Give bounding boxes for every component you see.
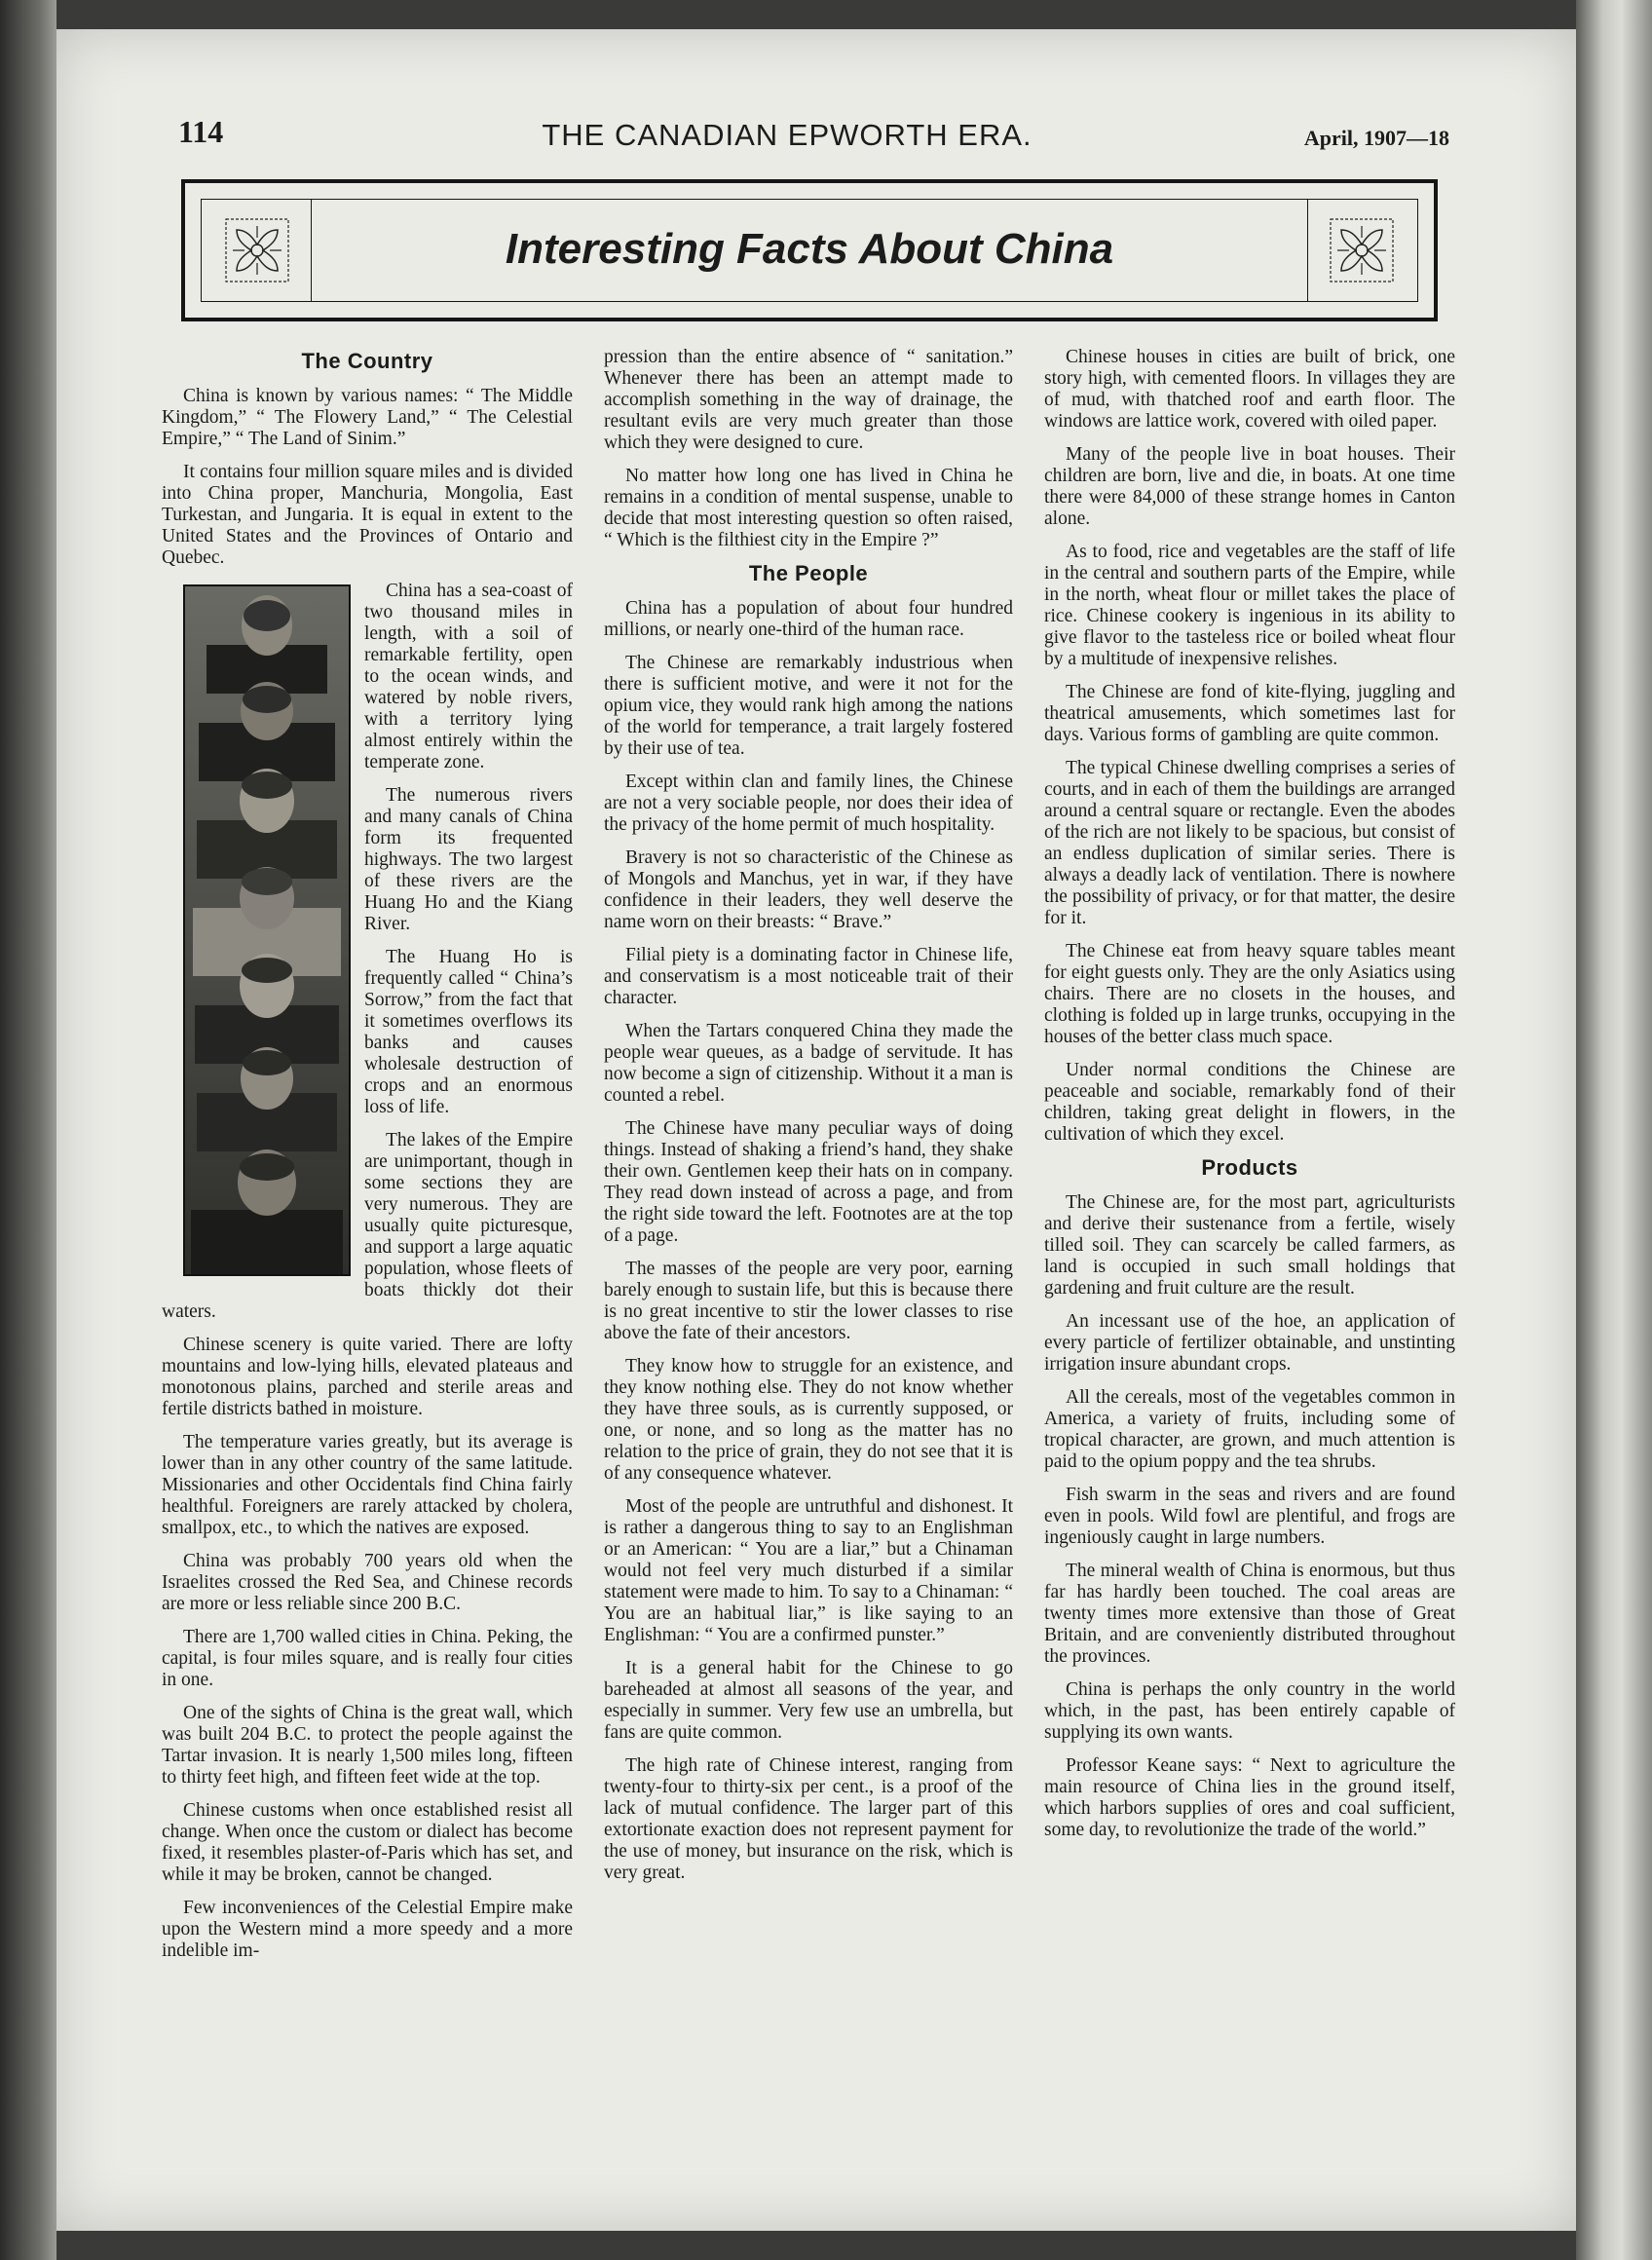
paragraph: The high rate of Chinese interest, ranging from twenty-four to thirty-six per cent., is a proof of the lack of mutual confidence. The larger part of this extortionate exaction does not represent payment for the use of money, but insurance on the risk, which is very great. [604, 1755, 1013, 1883]
paragraph: There are 1,700 walled cities in China. Peking, the capital, is four miles square, and is really four cities in one. [162, 1627, 573, 1690]
paragraph: When the Tartars conquered China they made the people wear queues, as a badge of servitude. It has now become a sign of citizenship. Without it a man is counted a rebel. [604, 1021, 1013, 1106]
paragraph: The masses of the people are very poor, earning barely enough to sustain life, but this is because there is no great incentive to stir the lower classes to rise above the fate of their ancestors. [604, 1259, 1013, 1343]
column-3 [1044, 347, 1455, 1853]
paragraph: Filial piety is a dominating factor in Chinese life, and conservatism is a most noticeable trait of their character. [604, 945, 1013, 1008]
title-banner-inner-frame [201, 199, 1418, 302]
portrait-image [185, 586, 349, 1274]
paragraph: China has a sea-coast of two thousand miles in length, with a soil of remarkable fertility, open to the ocean winds, and watered by noble rivers, with a territory lying almost entirely within the temperate zone. [364, 581, 573, 772]
paragraph: The lakes of the Empire are unimportant, though in some sections they are very numerous. They are usually quite picturesque, and support a large aquatic population, whose fleets of boats thickly dot their waters. [162, 1130, 573, 1322]
paragraph-continued: pression than the entire absence of “ sanitation.” Whenever there has been an attempt made to accomplish something in the way of drainage, the resultant evils are very much greater than those which they were designed to cure. [604, 347, 1013, 453]
paragraph: It is a general habit for the Chinese to go bareheaded at almost all seasons of the year, and especially in summer. Very few use an umbrella, but fans are quite common. [604, 1658, 1013, 1743]
title-banner [181, 179, 1438, 321]
paragraph: The Chinese are, for the most part, agriculturists and derive their sustenance from a fertile, wisely tilled soil. They can scarcely be called farmers, as land is occupied in such small holdings that gardening and fruit culture are the result. [1044, 1192, 1455, 1299]
paragraph: China was probably 700 years old when the Israelites crossed the Red Sea, and Chinese records are more or less reliable since 200 B.C. [162, 1551, 573, 1614]
column-2 [604, 347, 1013, 1896]
paragraph: Chinese customs when once established resist all change. When once the custom or dialect has become fixed, it resembles plaster-of-Paris which has set, and while it may be broken, cannot be changed. [162, 1800, 573, 1885]
paragraph: Except within clan and family lines, the Chinese are not a very sociable people, nor does their idea of the privacy of the home permit of much hospitality. [604, 772, 1013, 835]
page-number: 114 [178, 114, 224, 149]
paragraph: Many of the people live in boat houses. Their children are born, live and die, in boats. At one time there were 84,000 of these strange homes in Canton alone. [1044, 444, 1455, 529]
paragraph: Professor Keane says: “ Next to agriculture the main resource of China lies in the ground itself, which harbors supplies of ores and coal sufficient, some day, to revolutionize the trade of the world.” [1044, 1755, 1455, 1840]
section-heading-products: Products [1201, 1155, 1298, 1180]
paragraph: The Huang Ho is frequently called “ China’s Sorrow,” from the fact that it sometimes overflows its banks and causes wholesale destruction of crops and an enormous loss of life. [364, 947, 573, 1117]
paragraph: Fish swarm in the seas and rivers and are found even in pools. Wild fowl are plentiful, and frogs are ingeniously caught in large numbers. [1044, 1485, 1455, 1548]
section-heading-country: The Country [301, 349, 433, 373]
paragraph: China has a population of about four hundred millions, or nearly one-third of the human race. [604, 598, 1013, 640]
paragraph: No matter how long one has lived in China he remains in a condition of mental suspense, unable to decide that most interesting question so often raised, “ Which is the filthiest city in the Empire ?” [604, 466, 1013, 550]
paragraph: China is known by various names: “ The Middle Kingdom,” “ The Flowery Land,” “ The Celestial Empire,” “ The Land of Sinim.” [162, 386, 573, 449]
paragraph: Chinese scenery is quite varied. There are lofty mountains and low-lying hills, elevated plateaus and monotonous plains, parched and sterile areas and fertile districts bathed in moisture. [162, 1335, 573, 1419]
issue-date: April, 1907—18 [1303, 126, 1449, 150]
paragraph: The typical Chinese dwelling comprises a series of courts, and in each of them the buildings are arranged around a central square or rectangle. Even the abodes of the rich are not likely to be spacious, but consist of an endless duplication of similar series. There is always a deadly lack of ventilation. There is nowhere the possibility of privacy, or for that matter, the desire for it. [1044, 758, 1455, 928]
paragraph: Under normal conditions the Chinese are peaceable and sociable, remarkably fond of their children, taking great delight in flowers, in the cultivation of which they excel. [1044, 1060, 1455, 1145]
paragraph: It contains four million square miles and is divided into China proper, Manchuria, Mongolia, East Turkestan, and Jungaria. It is equal in extent to the United States and the Provinces of Ontario and Quebec. [162, 462, 573, 568]
paragraph: Few inconveniences of the Celestial Empire make upon the Western mind a more speedy and a more indelible im- [162, 1898, 573, 1961]
paragraph: Chinese houses in cities are built of brick, one story high, with cemented floors. In villages they are of mud, with thatched roof and earth floor. The windows are lattice work, covered with oiled paper. [1044, 347, 1455, 432]
running-header [125, 112, 1449, 161]
group-portrait-photo [183, 584, 351, 1276]
section-heading-people: The People [748, 561, 869, 585]
paragraph: The Chinese are remarkably industrious when there is sufficient motive, and were it not for the opium vice, they would rank high among the nations of the world for temperance, a trait largely fostered by their use of tea. [604, 653, 1013, 759]
paragraph: One of the sights of China is the great wall, which was built 204 B.C. to protect the people against the Tartar invasion. It is nearly 1,500 miles long, fifteen to thirty feet high, and fifteen feet wide at the top. [162, 1703, 573, 1788]
paragraph: As to food, rice and vegetables are the staff of life in the central and southern parts of the Empire, while in the north, wheat flour or millet takes the place of rice. Chinese cookery is ingenious in its ability to give flavor to the tasteless rice or boiled wheat flour by a multitude of inexpensive relishes. [1044, 542, 1455, 669]
paragraph: Most of the people are untruthful and dishonest. It is rather a dangerous thing to say to an Englishman or an American: “ You are a liar,” but a Chinaman would not feel very much disturbed if a similar statement were made to him. To say to a Chinaman: “ You are an habitual liar,” is like saying to an Englishman: “ You are a confirmed punster.” [604, 1496, 1013, 1645]
journal-title: THE CANADIAN EPWORTH ERA. [542, 118, 1032, 152]
paragraph: The temperature varies greatly, but its average is lower than in any other country of the same latitude. Missionaries and other Occidentals find China fairly healthful. Foreigners are rarely attacked by cholera, smallpox, etc., to which the natives are exposed. [162, 1432, 573, 1538]
paragraph: China is perhaps the only country in the world which, in the past, has been entirely capable of supplying its own wants. [1044, 1679, 1455, 1743]
paragraph: The mineral wealth of China is enormous, but thus far has hardly been touched. The coal areas are twenty times more extensive than those of Great Britain, and are conveniently distributed throughout the provinces. [1044, 1561, 1455, 1667]
book-gutter-left [0, 0, 56, 2260]
paragraph: Bravery is not so characteristic of the Chinese as of Mongols and Manchus, yet in war, if they have confidence in their leaders, they well deserve the name worn on their breasts: “ Brave.” [604, 848, 1013, 932]
paragraph: The Chinese are fond of kite-flying, juggling and theatrical amusements, which sometimes last for days. Various forms of gambling are quite common. [1044, 682, 1455, 745]
paragraph: All the cereals, most of the vegetables common in America, a variety of fruits, including some of tropical character, are grown, and much attention is paid to the opium poppy and the tea shrubs. [1044, 1387, 1455, 1472]
paragraph: The Chinese have many peculiar ways of doing things. Instead of shaking a friend’s hand, they shake their own. Gentlemen keep their hats on in company. They read down instead of across a page, and from the right side toward the left. Footnotes are at the top of a page. [604, 1118, 1013, 1246]
column-1 [162, 347, 573, 1974]
paragraph: They know how to struggle for an existence, and they know nothing else. They do not know whether they have three souls, as is currently supposed, or one, or none, and so long as the matter has no relation to the price of grain, they do not see that it is of any consequence whatever. [604, 1356, 1013, 1484]
article-title: Interesting Facts About China [505, 225, 1114, 273]
paragraph: The Chinese eat from heavy square tables meant for eight guests only. They are the only Asiatics using chairs. There are no closets in the houses, and clothing is folded up in large trunks, occupying in the houses of the better class much space. [1044, 941, 1455, 1047]
next-page-edge [1576, 0, 1652, 2260]
paragraph: An incessant use of the hoe, an application of every particle of fertilizer obtainable, and unstinting irrigation insure abundant crops. [1044, 1311, 1455, 1375]
paragraph: The numerous rivers and many canals of China form its frequented highways. The two largest of these rivers are the Huang Ho and the Kiang River. [364, 785, 573, 934]
